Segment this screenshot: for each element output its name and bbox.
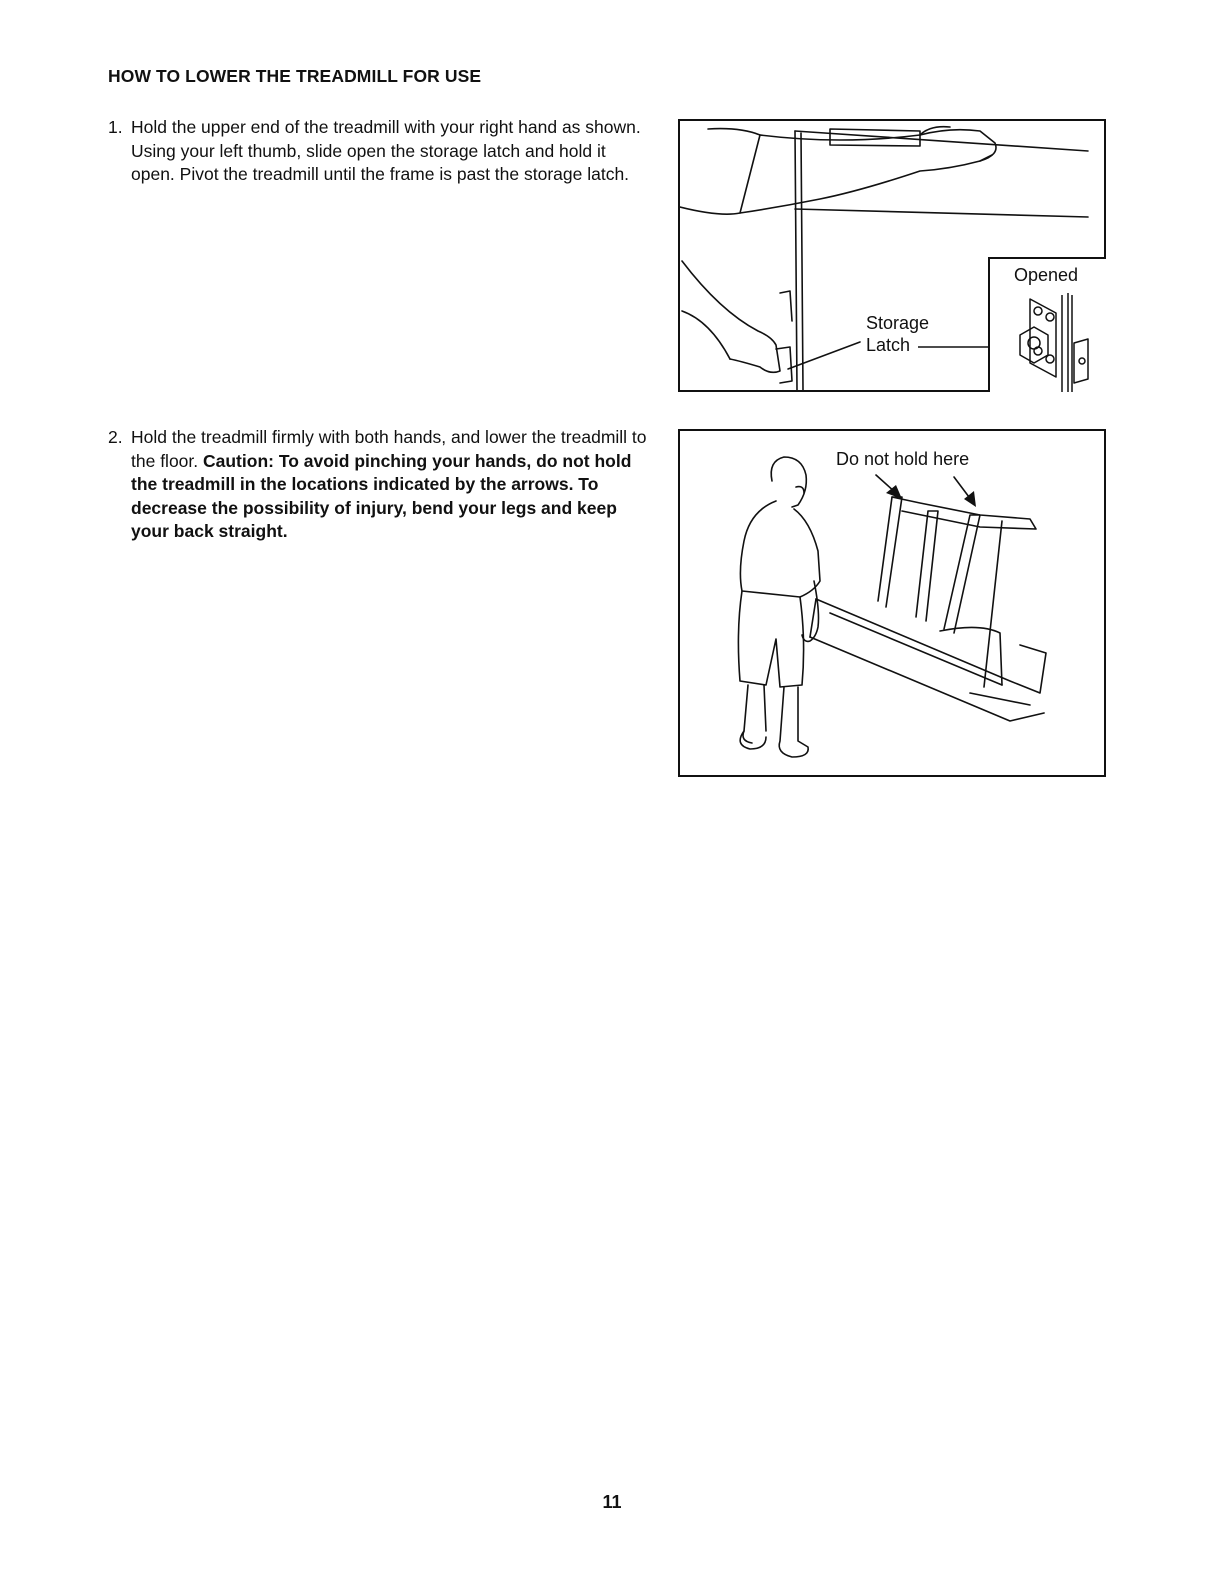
treadmill-foot — [970, 693, 1030, 705]
treadmill-belt-line — [830, 613, 1002, 685]
left-wrist — [682, 311, 730, 359]
inset-rails — [1062, 293, 1072, 392]
upright-left — [878, 497, 902, 607]
opened-latch-illustration — [990, 259, 1106, 392]
step-2-caution: Caution: To avoid pinching your hands, do not hold the treadmill in the locations indicated by the arrows. To decrease the possibility of injury, bend your legs and keep your back straight. — [131, 450, 632, 541]
upright-right — [944, 515, 980, 633]
instruction-step-2 — [108, 426, 648, 544]
frame-handle — [830, 129, 920, 146]
frame-bracket — [780, 291, 792, 321]
person-left-leg — [743, 685, 766, 743]
do-not-hold-label: Do not hold here — [836, 449, 970, 469]
person-shorts — [738, 591, 803, 687]
upright-front — [984, 521, 1002, 687]
person-torso — [740, 501, 820, 597]
person-right-leg — [779, 687, 808, 757]
step-1-body — [131, 116, 648, 187]
screw-hole-top-right — [1046, 313, 1054, 321]
lowering-treadmill-illustration — [680, 431, 1104, 775]
finger-line — [980, 155, 992, 161]
step-1-text: Hold the upper end of the treadmill with your right hand as shown. Using your left thumb, slide open the storage latch and hold it open. Pivot the treadmill until the frame is past the storage latch. — [131, 117, 641, 184]
treadmill-deck-top — [816, 599, 1046, 693]
opened-latch-inset — [988, 257, 1106, 392]
treadmill-motor-hood — [940, 627, 1002, 685]
step-2-body — [131, 426, 648, 544]
latch-slider — [1020, 327, 1048, 363]
latch-catch — [1074, 339, 1088, 383]
step-2-text: Hold the treadmill firmly with both hands, and lower the treadmill to the floor. — [131, 427, 647, 471]
person-head — [771, 457, 806, 507]
frame-lower-edge — [795, 209, 1088, 217]
storage-latch-figure — [678, 119, 1106, 392]
person-ear — [796, 487, 804, 493]
treadmill-deck-end — [810, 599, 816, 637]
frame-left-edge — [795, 131, 797, 390]
frame-top-edge — [795, 131, 1088, 151]
step-1-number: 1. — [108, 117, 123, 137]
page-number: 11 — [602, 1492, 622, 1512]
treadmill-deck-bottom — [810, 637, 1044, 721]
catch-screw — [1079, 358, 1085, 364]
storage-latch-label-line2: Latch — [866, 335, 911, 355]
opened-label: Opened — [1014, 265, 1079, 285]
storage-latch-label-line1: Storage — [866, 313, 930, 333]
handrail-top — [892, 497, 1036, 529]
lowering-treadmill-figure — [678, 429, 1106, 777]
upright-middle — [916, 511, 938, 621]
frame-left-edge-inner — [801, 133, 803, 390]
step-2-number: 2. — [108, 427, 123, 447]
sleeve — [680, 129, 760, 215]
page-heading: HOW TO LOWER THE TREADMILL FOR USE — [108, 66, 482, 86]
left-hand — [682, 261, 780, 372]
instruction-step-1 — [108, 116, 648, 187]
screw-hole-top-left — [1034, 307, 1042, 315]
latch-leader-line — [788, 342, 860, 369]
